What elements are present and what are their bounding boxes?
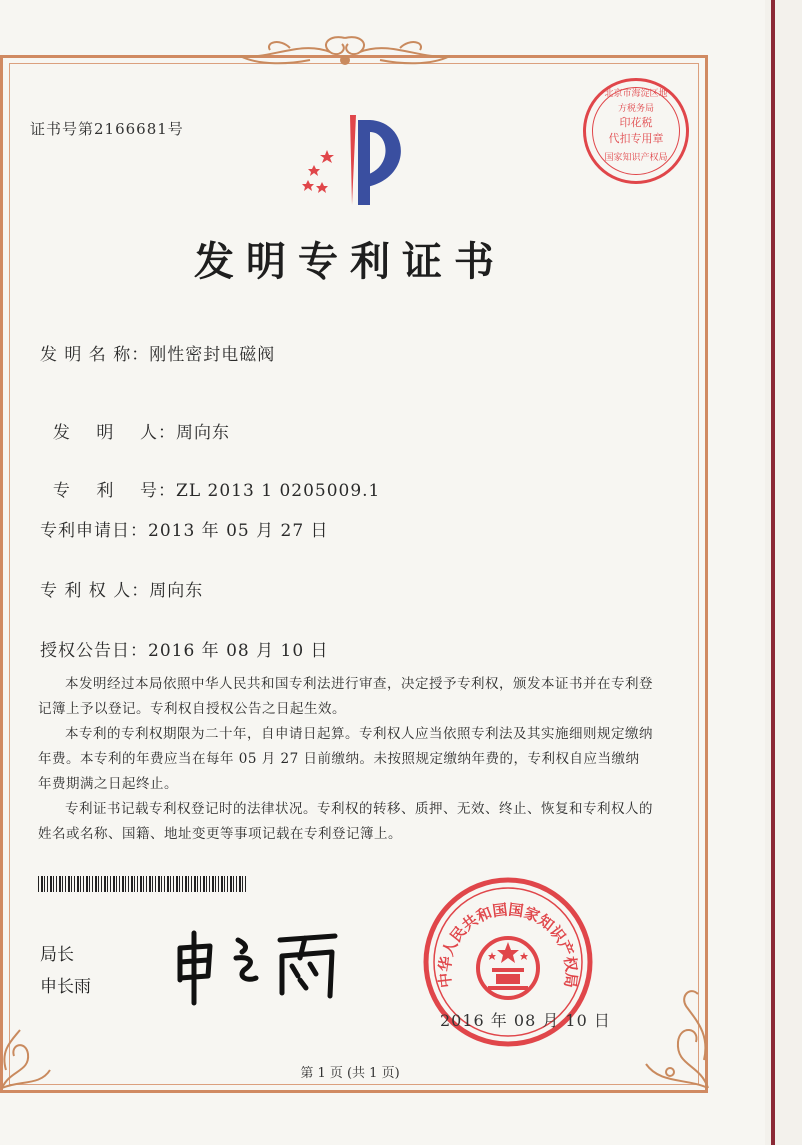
- director-signature-icon: [160, 918, 360, 1008]
- field-value: 刚性密封电磁阀: [149, 345, 276, 365]
- director-title: 局长: [40, 945, 74, 965]
- field-label: 发 明 人：: [52, 423, 177, 443]
- field-value: 周向东: [176, 423, 231, 443]
- field-value: 2016 年 08 月 10 日: [148, 641, 329, 661]
- field-label: 专利申请日：: [40, 521, 148, 541]
- certificate-title: 发明专利证书: [194, 238, 506, 285]
- top-ornament-icon: [230, 30, 460, 76]
- certificate-number: 证书号第2166681号: [30, 120, 184, 138]
- tax-seal: [583, 78, 689, 184]
- page-number: 第 1 页 (共 1 页): [300, 1066, 400, 1081]
- field-inventor: [40, 398, 230, 443]
- field-invention-name: [40, 340, 275, 365]
- corner-ornament-icon: [0, 1010, 60, 1090]
- field-patentee: [40, 576, 203, 601]
- paragraph-2: 本专利的专利权期限为二十年，自申请日起算。专利权人应当依照专利法及其实施细则规定缴纳年费。本专利的年费应当在每年 05 月 27 日前缴纳。未按照规定缴纳年费的，专利权自应当缴纳年费期满之日起终止。: [38, 726, 653, 792]
- patent-office-logo-icon: [290, 110, 420, 215]
- tax-seal-ring-text: 北京市海淀区地方税务局: [604, 89, 668, 114]
- issue-date: 2016 年 08 月 10 日: [440, 1011, 611, 1030]
- paragraph-3: 专利证书记载专利权登记时的法律状况。专利权的转移、质押、无效、终止、恢复和专利权人的姓名或名称、国籍、地址变更等事项记载在专利登记簿上。: [38, 801, 653, 842]
- paragraph-1: 本发明经过本局依照中华人民共和国专利法进行审查，决定授予专利权，颁发本证书并在专利登记簿上予以登记。专利权自授权公告之日起生效。: [38, 676, 653, 717]
- barcode: [38, 876, 248, 892]
- field-value: 周向东: [149, 581, 204, 601]
- tax-seal-line-1: 印花税: [619, 116, 653, 129]
- field-value: ZL 2013 1 0205009.1: [176, 481, 381, 501]
- tax-seal-line-3: 国家知识产权局: [604, 153, 668, 163]
- field-grant-date: [40, 636, 329, 661]
- field-label: 授权公告日：: [40, 641, 148, 661]
- binding-line: [771, 0, 775, 1145]
- field-value: 2013 年 05 月 27 日: [148, 521, 329, 541]
- director-name: 申长雨: [40, 977, 91, 997]
- field-patent-number: [40, 456, 380, 501]
- field-label: 专 利 号：: [52, 481, 177, 501]
- corner-ornament-icon: [630, 980, 710, 1090]
- field-label: 专 利 权 人：: [40, 581, 150, 601]
- tax-seal-line-2: 代扣专用章: [608, 132, 664, 145]
- field-application-date: [40, 516, 329, 541]
- field-label: 发 明 名 称：: [40, 345, 150, 365]
- big-seal-text: 中华人民共和国国家知识产权局: [435, 900, 581, 989]
- certificate-body: [38, 672, 653, 847]
